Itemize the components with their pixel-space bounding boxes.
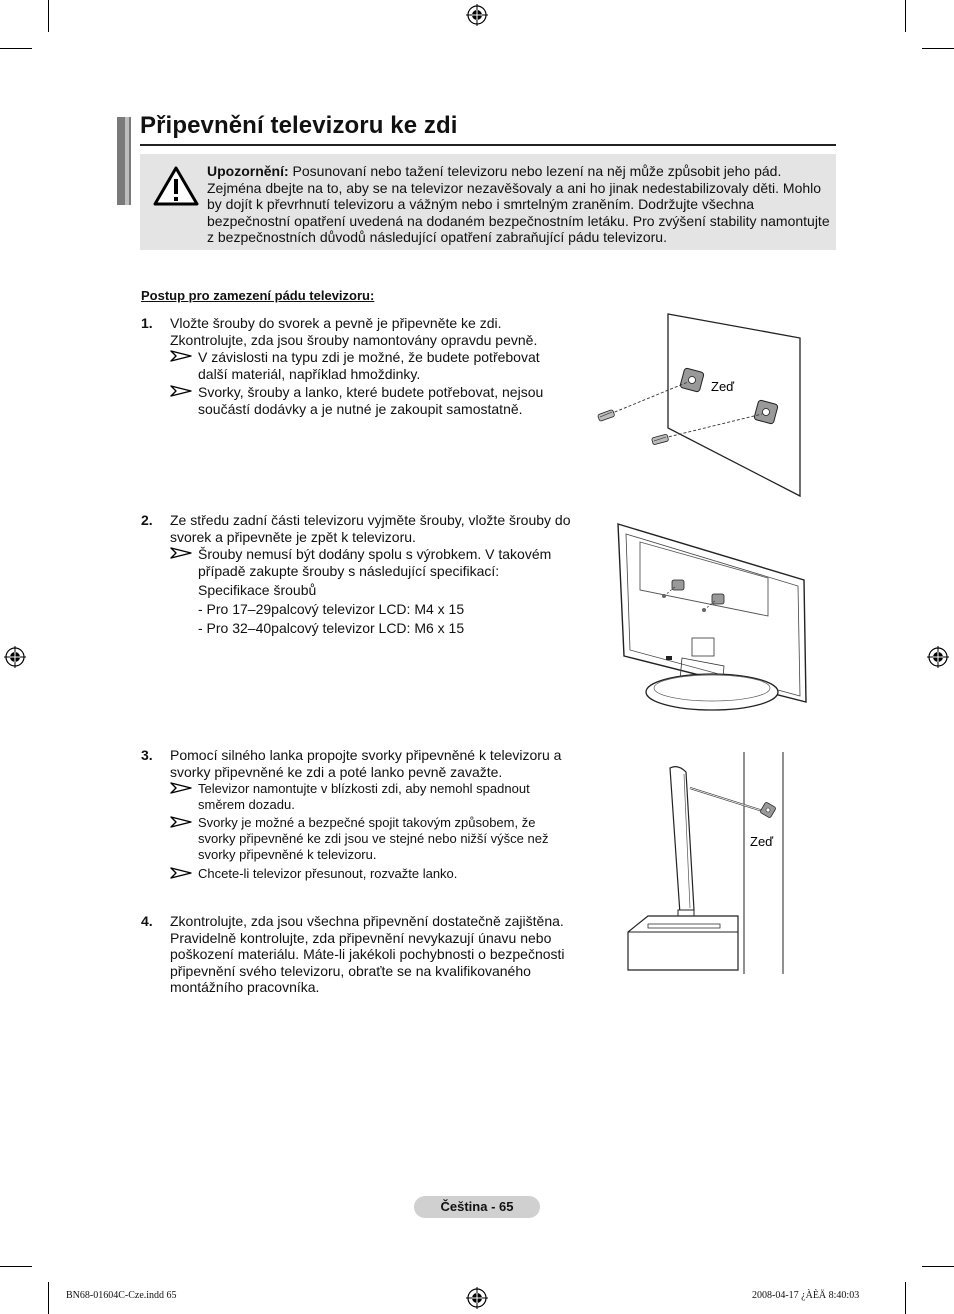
note-text: V závislosti na typu zdi je možné, že budete potřebovat další materiál, například hmoždinky. — [198, 349, 540, 382]
note-arrow-icon — [170, 816, 192, 828]
warning-body: Posunovaní nebo tažení televizoru nebo lezení na něj může způsobit jeho pád. Zejména dbejte na to, aby se na televizor nezavěšovaly a ani ho jinak nedestabilizovaly děti. Mohlo by dojít k převrhnutí televizoru a vážným nebo i smrtelným zraněním. Dodržujte všechna bezpečnostní opatření uvedená na dodaném bezpečnostním letáku. Pro zvýšení stability namontujte z bezpečnostních důvodů následující opatření zabraňující pádu televizoru. — [207, 163, 830, 245]
crop-mark — [48, 0, 49, 32]
wall-bracket — [680, 368, 704, 392]
page-title: Připevnění televizoru ke zdi — [140, 112, 458, 139]
note-text: Svorky je možné a bezpečné spojit takovým způsobem, že svorky připevněné ke zdi jsou ve stejné nebo nižší výšce než svorky připevněné k televizoru. — [198, 815, 549, 862]
screw — [597, 409, 614, 421]
note-arrow-icon — [170, 385, 192, 397]
spec-item: - Pro 17–29palcový televizor LCD: M4 x 15 — [198, 601, 465, 617]
step-number: 4. — [141, 913, 153, 929]
wall-bracket-figure — [590, 310, 810, 500]
step-text: Zkontrolujte, zda jsou všechna připevnění dostatečně zajištěna. Pravidelně kontrolujte, zda připevnění nevykazují únavu nebo poškození materiálu. Máte-li jakékoli pochybnosti o bezpečnosti připevnění svého televizoru, obraťte se na kvalifikovaného montážního pracovníka. — [170, 913, 565, 995]
note-text: Svorky, šrouby a lanko, které budete potřebovat, nejsou součástí dodávky a je nutné je zakoupit samostatně. — [198, 384, 544, 417]
warning-triangle-icon — [153, 166, 199, 206]
note-arrow-icon — [170, 547, 192, 559]
title-divider — [140, 144, 836, 146]
note-arrow-icon — [170, 867, 192, 879]
spec-item: - Pro 32–40palcový televizor LCD: M6 x 15 — [198, 620, 465, 636]
title-accent-bar-highlight — [125, 117, 129, 205]
page-number: Čeština - 65 — [440, 1199, 514, 1214]
step-number: 1. — [141, 315, 153, 331]
crop-mark — [0, 1266, 32, 1267]
wall-label: Zeď — [750, 834, 774, 849]
crop-mark — [48, 1282, 49, 1314]
tv-rear-figure — [612, 520, 812, 716]
tv-wall-cord-figure — [620, 750, 790, 976]
print-timestamp: 2008-04-17 ¿ÀÈÄ 8:40:03 — [752, 1290, 860, 1301]
crop-mark — [922, 1266, 954, 1267]
step-text: Vložte šrouby do svorek a pevně je připevněte ke zdi. Zkontrolujte, zda jsou šrouby namontovány opravdu pevně. — [170, 315, 538, 348]
wall-bracket — [760, 802, 776, 818]
section-heading: Postup pro zamezení pádu televizoru: — [141, 288, 375, 303]
step-text: Ze středu zadní části televizoru vyjměte šrouby, vložte šrouby do svorek a připevněte je zpět k televizoru. — [170, 512, 571, 545]
note-text: Šrouby nemusí být dodány spolu s výrobkem. V takovém případě zakupte šrouby s následující specifikací: — [198, 546, 552, 579]
crop-mark — [905, 0, 906, 32]
crop-mark — [0, 48, 32, 49]
note-arrow-icon — [170, 350, 192, 362]
note-text: Televizor namontujte v blízkosti zdi, aby nemohl spadnout směrem dozadu. — [198, 781, 530, 812]
crop-mark — [922, 48, 954, 49]
registration-mark-icon — [927, 646, 949, 668]
wall-label: Zeď — [711, 379, 735, 394]
step-number: 3. — [141, 747, 153, 763]
step-number: 2. — [141, 512, 153, 528]
note-text: Chcete-li televizor přesunout, rozvažte lanko. — [198, 866, 458, 881]
registration-mark-icon — [4, 646, 26, 668]
registration-mark-icon — [466, 4, 488, 26]
wall-bracket — [754, 400, 778, 424]
registration-mark-icon — [466, 1287, 488, 1309]
warning-text — [207, 163, 831, 246]
warning-label: Upozornění: — [207, 163, 289, 179]
spec-title: Specifikace šroubů — [198, 582, 317, 598]
note-arrow-icon — [170, 782, 192, 794]
screw — [651, 434, 668, 445]
step-text: Pomocí silného lanka propojte svorky připevněné k televizoru a svorky připevněné ke zdi a poté lanko pevně zavažte. — [170, 747, 562, 780]
file-info: BN68-01604C-Cze.indd 65 — [66, 1290, 177, 1301]
crop-mark — [905, 1282, 906, 1314]
